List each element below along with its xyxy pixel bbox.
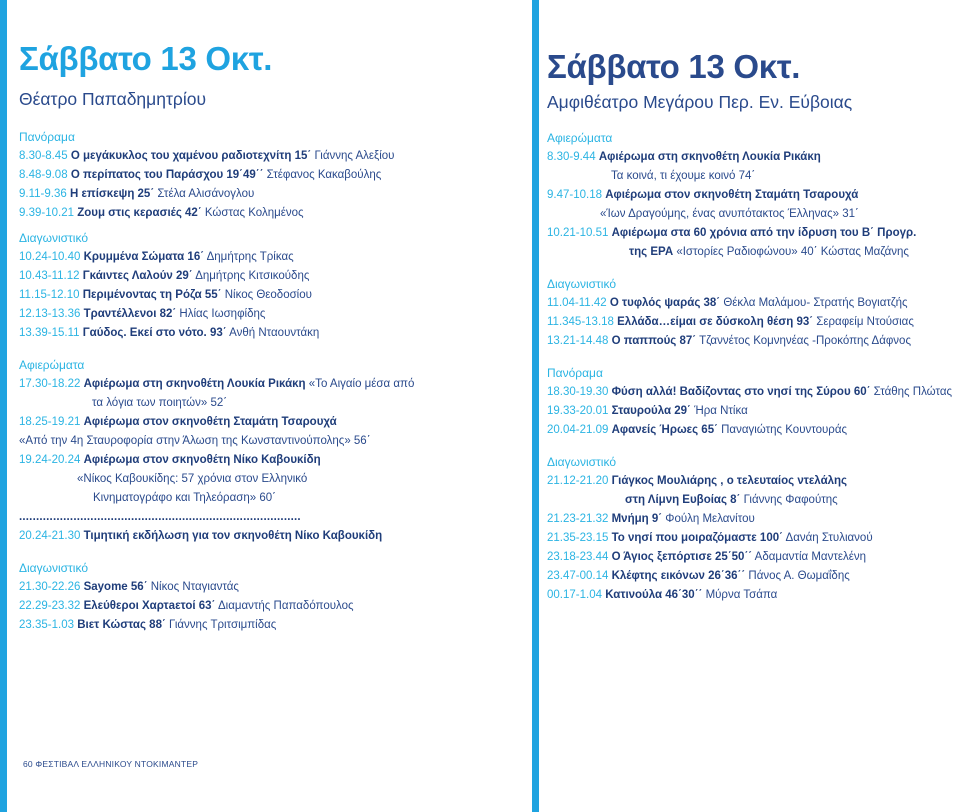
schedule-item: 21.30-22.26 Sayome 56΄ Νίκος Νταγιαντάς [19, 581, 239, 593]
schedule-item: 23.47-00.14 Κλέφτης εικόνων 26΄36΄΄ Πάνος Α. Θωμαΐδης [547, 570, 850, 582]
section-heading: Διαγωνιστικό [547, 455, 616, 469]
schedule-item: 19.33-20.01 Σταυρούλα 29΄ Ήρα Ντίκα [547, 405, 748, 417]
schedule-item-continuation: Τα κοινά, τι έχουμε κοινό 74΄ [611, 170, 756, 182]
schedule-item: 23.18-23.44 Ο Άγιος ξεπόρτισε 25΄50΄΄ Αδαμαντία Μαντελένη [547, 551, 867, 563]
schedule-item: 22.29-23.32 Ελεύθεροι Χαρτaετοί 63΄ Διαμαντής Παπαδόπουλος [19, 600, 354, 612]
section-heading: Διαγωνιστικό [19, 561, 88, 575]
page-title: Σάββατο 13 Οκτ. [547, 48, 801, 85]
schedule-item: 8.30-9.44 Αφιέρωμα στη σκηνοθέτη Λουκία Ρικάκη [547, 151, 821, 163]
page-title: Σάββατο 13 Οκτ. [19, 40, 273, 77]
schedule-item: 20.04-21.09 Αφανείς Ήρωες 65΄ Παναγιώτης Κουντουράς [547, 424, 848, 436]
schedule-item: 21.35-23.15 Το νησί που μοιραζόμαστε 100΄ Δανάη Στυλιανού [547, 532, 873, 544]
section-heading: Αφιερώματα [547, 131, 613, 145]
section-heading: Πανόραμα [19, 130, 75, 144]
section-heading: Διαγωνιστικό [547, 277, 616, 291]
left-accent-bar [0, 0, 7, 812]
page-footer: 60 ΦΕΣΤΙΒΑΛ ΕΛΛΗΝΙΚΟΥ ΝΤΟΚΙΜΑΝΤΕΡ [23, 759, 199, 769]
schedule-item: 8.48-9.08 Ο περίπατος του Παράσχου 19΄49΄΄ Στέφανος Κακαβούλης [19, 169, 382, 181]
schedule-item: 19.24-20.24 Αφιέρωμα στον σκηνοθέτη Νίκο Καβουκίδη [19, 454, 321, 466]
schedule-item: 13.21-14.48 Ο παππούς 87΄ Τζαννέτος Κομνηνέας -Προκόπης Δάφνος [547, 335, 911, 347]
schedule-item: 9.11-9.36 Η επίσκεψη 25΄ Στέλα Αλισάνογλου [19, 188, 255, 200]
schedule-item-continuation: τα λόγια των ποιητών» 52΄ [92, 397, 228, 409]
schedule-item: 10.43-11.12 Γκάιντες Λαλούν 29΄ Δημήτρης Κιτσικούδης [19, 270, 310, 282]
schedule-item-continuation: στη Λίμνη Ευβοίας 8΄ Γιάννης Φαφούτης [625, 494, 838, 506]
schedule-item-continuation: «Νίκος Καβουκίδης: 57 χρόνια στον Ελληνικό [77, 473, 308, 485]
schedule-item: 23.35-1.03 Βιετ Κώστας 88΄ Γιάννης Τριτσιμπίδας [19, 619, 277, 631]
schedule-item: 9.47-10.18 Αφιέρωμα στον σκηνοθέτη Σταμάτη Τσαρουχά [547, 189, 859, 201]
schedule-item: 18.25-19.21 Αφιέρωμα στον σκηνοθέτη Σταμάτη Τσαρουχά [19, 416, 337, 428]
schedule-item: 11.345-13.18 Ελλάδα…είμαι σε δύσκολη θέση 93΄ Σεραφείμ Ντούσιας [547, 316, 914, 328]
schedule-item-continuation: της ΕΡΑ «Ιστορίες Ραδιοφώνου» 40΄ Κώστας Μαζάνης [629, 246, 909, 258]
schedule-item: 13.39-15.11 Γαύδος. Εκεί στο νότο. 93΄ Ανθή Νταουντάκη [19, 327, 320, 339]
schedule-item-continuation: Κινηματογράφο και Τηλεόραση» 60΄ [93, 492, 276, 504]
schedule-item-continuation: «Ίων Δραγούμης, ένας ανυπότακτος Έλληνας» 31΄ [600, 208, 859, 220]
schedule-item: 18.30-19.30 Φύση αλλά! Βαδίζοντας στο νησί της Σύρου 60΄ Στάθης Πλώτας [547, 386, 953, 398]
schedule-list [19, 128, 524, 635]
schedule-item: 21.12-21.20 Γιάγκος Μουλιάρης , ο τελευταίος ντελάλης [547, 475, 848, 487]
section-heading: Πανόραμα [547, 366, 603, 380]
schedule-item: 9.39-10.21 Ζουμ στις κερασιές 42΄ Κώστας Κολημένος [19, 207, 304, 219]
schedule-item: 00.17-1.04 Κατινούλα 46΄30΄΄ Μύρνα Τσάπα [547, 589, 778, 601]
schedule-item: 20.24-21.30 Τιμητική εκδήλωση για τον σκηνοθέτη Νίκο Καβουκίδη [19, 530, 383, 542]
section-heading: Διαγωνιστικό [19, 231, 88, 245]
venue-title: Θέατρο Παπαδημητρίου [19, 89, 207, 109]
dotted-separator: ................................................................................... [19, 511, 301, 523]
schedule-item: 11.15-12.10 Περιμένοντας τη Ρόζα 55΄ Νίκος Θεοδοσίου [19, 289, 312, 301]
schedule-list [547, 129, 957, 605]
schedule-item: 10.21-10.51 Αφιέρωμα στα 60 χρόνια από την ίδρυση του Β΄ Προγρ. [547, 227, 917, 239]
schedule-item: 12.13-13.36 Τραντέλλενοι 82΄ Ηλίας Ιωσηφίδης [19, 308, 266, 320]
schedule-item: 10.24-10.40 Κρυμμένα Σώματα 16΄ Δημήτρης Τρίκας [19, 251, 294, 263]
schedule-item: 21.23-21.32 Μνήμη 9΄ Φούλη Μελανίτου [547, 513, 755, 525]
schedule-item: 17.30-18.22 Αφιέρωμα στη σκηνοθέτη Λουκία Ρικάκη «Το Αιγαίο μέσα από [19, 378, 415, 390]
schedule-item: 8.30-8.45 Ο μεγάκυκλος του χαμένου ραδιοτεχνίτη 15΄ Γιάννης Αλεξίου [19, 150, 395, 162]
schedule-item: 11.04-11.42 Ο τυφλός ψαράς 38΄ Θέκλα Μαλάμου- Στρατής Βογιατζής [547, 297, 908, 309]
venue-title: Αμφιθέατρο Μεγάρου Περ. Εν. Εύβοιας [547, 92, 853, 112]
schedule-item-continuation: «Από την 4η Σταυροφορία στην Άλωση της Κωνσταντινούπολης» 56΄ [19, 435, 371, 447]
center-accent-bar [532, 0, 539, 812]
section-heading: Αφιερώματα [19, 358, 85, 372]
